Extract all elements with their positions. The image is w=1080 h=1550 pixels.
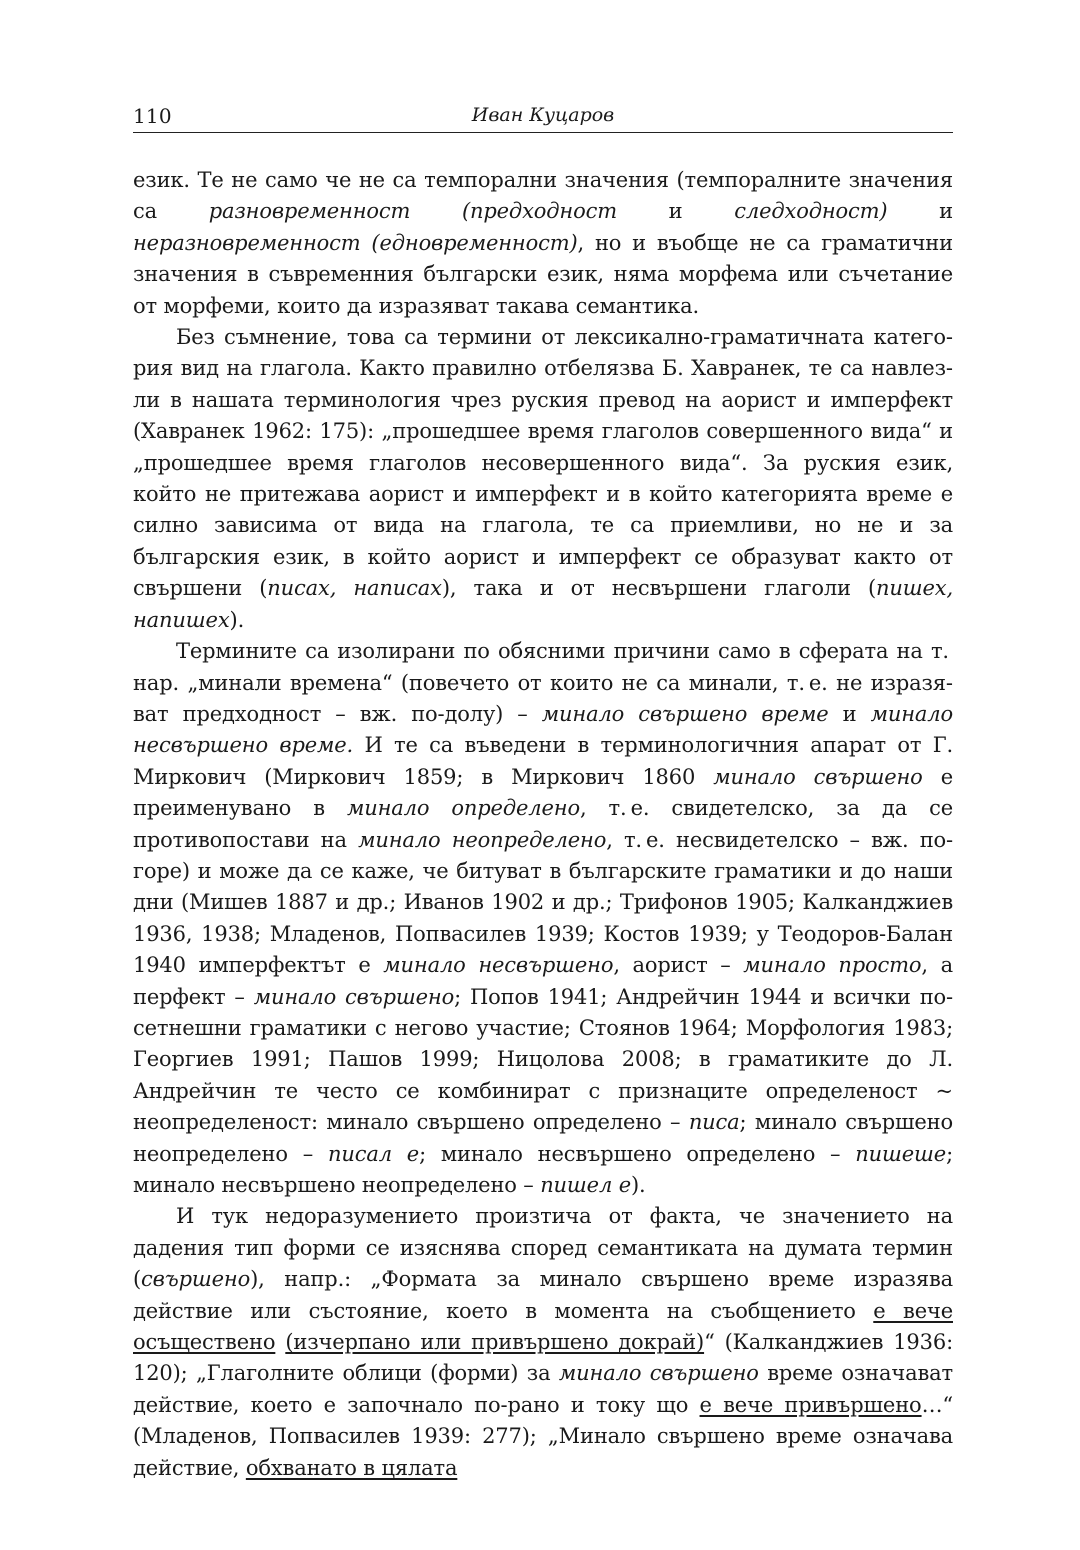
italic-term: минало свършено <box>558 1361 759 1386</box>
italic-term: минало несвършено време. <box>133 701 954 758</box>
text-run: е преименувано в <box>133 764 953 821</box>
italic-term: минало свършено <box>713 764 923 789</box>
text-run: “ (Калканджиев 1936: 120); „Глаголните облици (форми) за <box>133 1330 953 1386</box>
page-number: 110 <box>133 104 172 128</box>
text-run: …“ (Младенов, Попвасилев 1939: 277); „Минало свършено време означава действие, <box>133 1392 953 1480</box>
italic-term: писал е <box>327 1141 420 1166</box>
text-run: Без съмнение, това са термини от лексикално-граматичната категория вид на глагола. Както правилно отбелязва Б. Хавранек, те са навлезли в нашата терминология чрез руския превод на аорист и имперфект (Хавранек 1962: 175): „прошедшее время глаголов совершенного вида“ и „прошедшее время глаголов несовершенного вида“. За руския език, който не притежава аорист и имперфект и в който категорията време е силно зависима от вида на глагола, те са приемливи, но не и за българския език, в който аорист и имперфект се образуват както от свършени ( <box>133 325 953 601</box>
paragraph <box>133 165 953 322</box>
text-run: ), напр.: „Формата за минало свършено време изразява действие или състояние, което в момента на съобщението <box>133 1267 953 1323</box>
text-run: И тук недоразумението произтича от факта, че значението на дадения тип форми се изяснява според семантиката на думата термин ( <box>133 1204 953 1292</box>
text-run: Термините са изолирани по обясними причини само в сферата на т. нар. „минали времена“ (повечето от които не са минали, т. е. не изразяват предходност – вж. по-долу) – <box>133 639 953 726</box>
text-run: , т. е. свидетелско, за да се противопостави на <box>133 796 954 852</box>
running-head-author: Иван Куцаров <box>471 104 615 126</box>
italic-term: минало определено <box>346 796 580 821</box>
italic-term: писах, написах <box>267 576 442 601</box>
text-run: и <box>887 199 953 224</box>
italic-term: пишел е <box>540 1173 631 1197</box>
italic-term: неразновременност (едновременност) <box>133 230 578 255</box>
text-run: И те са въведени в терминологичния апарат от Г. Миркович (Миркович 1859; в Миркович 1860 <box>133 733 953 789</box>
text-run: ; минало несвършено определено – <box>419 1141 856 1166</box>
underlined-phrase: обхванато в цялата <box>245 1455 458 1480</box>
paragraph <box>133 322 953 636</box>
text-run: ; минало несвършено неопределено – <box>133 1141 953 1197</box>
text-run: и <box>828 701 871 726</box>
paragraph <box>133 1201 953 1484</box>
text-run: език. Те не само че не са темпорални значения (темпоралните значения са <box>133 168 953 224</box>
body-text <box>133 165 953 1484</box>
text-run: ). <box>630 1173 646 1197</box>
italic-term: минало свършено време <box>541 701 829 726</box>
text-run: и <box>616 199 735 224</box>
text-run: , но и въобще не са граматични значения в съвременния български език, няма морфема или съчетание от морфеми, които да изразяват такава семантика. <box>133 230 954 318</box>
text-run: време означават действие, което е започнало по-рано и току що <box>133 1361 953 1417</box>
underlined-phrase: е вече осъществено <box>133 1298 953 1355</box>
italic-term: писа <box>688 1110 740 1135</box>
italic-term: пишеше <box>855 1141 947 1166</box>
text-run: , т. е. несвидетелско – вж. по-горе) и може да се каже, че битуват в българските граматики и до наши дни (Мишев 1887 и др.; Иванов 1902 и др.; Трифонов 1905; Калканджиев 1936, 1938; Младенов, Попвасилев 1939; Костов 1939; у Теодоров-Балан 1940 имперфектът е <box>133 827 953 978</box>
page-header <box>133 102 953 133</box>
italic-term: разновременност (предходност <box>208 199 617 224</box>
italic-term: пишех, напишех <box>133 576 954 632</box>
italic-term: свършено <box>141 1267 251 1292</box>
text-run: ; минало свършено неопределено – <box>133 1110 954 1166</box>
text-run: ; Попов 1941; Андрейчин 1944 и всички по-сетнешни граматики с негово участие; Стоянов 1964; Морфология 1983; Георгиев 1991; Пашов 1999; Ницолова 2008; в граматиките до Л. Андрейчин те често се комбинират с признаците определеност ~ неопределеност: минало свършено определено – <box>133 984 954 1135</box>
text-run: , аорист – <box>613 953 744 978</box>
paragraph <box>133 636 953 1201</box>
underlined-phrase: е вече привършено <box>699 1392 922 1417</box>
text-run: ), така и от несвършени глаголи ( <box>441 576 877 601</box>
text-run: , а перфект – <box>133 953 953 1009</box>
italic-term: минало просто <box>743 953 922 978</box>
text-run: ). <box>229 607 245 632</box>
italic-term: минало свършено <box>253 984 455 1009</box>
italic-term: минало неопределено <box>358 827 607 852</box>
italic-term: минало несвършено <box>383 953 614 978</box>
underlined-phrase: (изчерпано или привършено докрай) <box>285 1330 705 1355</box>
text-run <box>275 1330 285 1354</box>
italic-term: следходност) <box>734 199 888 224</box>
